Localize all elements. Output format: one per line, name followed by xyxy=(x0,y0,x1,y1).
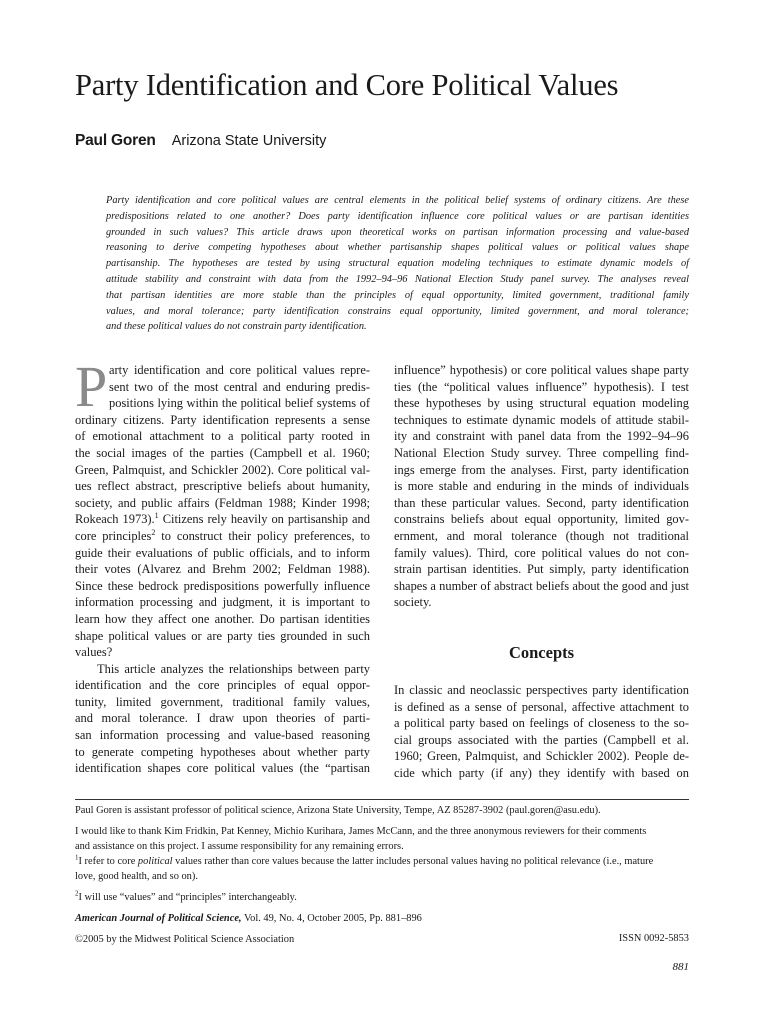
left-column xyxy=(75,362,370,777)
author-name: Paul Goren xyxy=(75,132,156,149)
body-line: Green, Palmquist, and Schickler 2002). Core political val- xyxy=(75,462,370,477)
citation-details: Vol. 49, No. 4, October 2005, Pp. 881–896 xyxy=(241,913,422,924)
footnote-number: 1 xyxy=(75,853,79,862)
byline xyxy=(75,132,326,150)
body-line: positions lying within the political belief systems of xyxy=(109,396,370,411)
body-line: and moral tolerance. I draw upon theories of parti- xyxy=(75,711,370,726)
body-line: arty identification and core political values repre- xyxy=(109,363,370,377)
footnote-text: political xyxy=(137,856,173,867)
body-line: ues reflect abstract, prescriptive beliefs about humanity, xyxy=(75,479,370,494)
body-line: ties (the “political values influence” hypothesis). I test xyxy=(394,379,689,394)
footnote-divider xyxy=(75,799,689,800)
body-line xyxy=(75,511,370,528)
abstract-line: Party identification and core political values are central elements in the political belief systems of ordinary citizens. Are these xyxy=(106,195,689,206)
body-line: values? xyxy=(75,645,113,660)
issn: ISSN 0092-5853 xyxy=(618,933,689,944)
body-line: ernment, and moral tolerance (though not traditional xyxy=(394,528,689,543)
body-line: society, and public affairs (Feldman 1988; Kinder 1998; xyxy=(75,495,370,510)
body-line: shape political values or are party ties grounded in such xyxy=(75,628,370,643)
body-line: family values). Third, core political values do not con- xyxy=(394,545,689,560)
footnote-text: I refer to core xyxy=(78,856,138,867)
author-affiliation: Arizona State University xyxy=(171,133,327,149)
footnote-1 xyxy=(75,855,689,884)
body-text: core principles xyxy=(75,528,152,543)
body-line: society. xyxy=(394,595,432,610)
body-line: information processing and judgment, it is important to xyxy=(75,595,370,610)
abstract-line: attitude stability and constraint with data from the 1992–94–96 National Election Study panel survey. The analyses reveal xyxy=(106,273,689,285)
abstract-line: and these political values do not constrain party identification. xyxy=(106,321,367,333)
body-line: Since these bedrock predispositions powerfully influence xyxy=(75,578,370,593)
body-line: shapes a number of abstract beliefs about the good and just xyxy=(394,578,689,593)
footnote-number: 2 xyxy=(75,889,79,898)
body-line: 1960; Green, Palmquist, and Schickler 2002). People de- xyxy=(394,749,689,764)
abstract-line: values, and moral tolerance; party identification constrains equal opportunity, limited government, and moral tolerance; xyxy=(106,305,689,317)
body-line: than these particular values. Second, party identification xyxy=(394,495,689,510)
body-line: influence” hypothesis) or core political values shape party xyxy=(394,363,689,377)
abstract-line: predispositions related to one another? Does party identification influence core political values or are partisan identities xyxy=(106,210,689,222)
ack-line: and assistance on this project. I assume responsibility for any remaining errors. xyxy=(75,840,404,852)
ack-line: I would like to thank Kim Fridkin, Pat Kenney, Michio Kurihara, James McCann, and the three anonymous reviewers for their comments xyxy=(75,826,647,837)
page-number: 881 xyxy=(672,961,689,973)
body-line: techniques to estimate dynamic models of attitude stabil- xyxy=(394,412,689,427)
abstract-line: reasoning to derive competing hypotheses about whether partisanship shapes political values or political values shape xyxy=(106,242,689,254)
body-line: to generate competing hypotheses about whether party xyxy=(75,744,370,759)
drop-cap: P xyxy=(75,354,108,419)
body-text: Citizens rely heavily on partisanship and xyxy=(158,512,370,527)
body-line: san information processing and value-based reasoning xyxy=(75,728,370,743)
journal-citation xyxy=(75,912,689,927)
body-text: Rokeach 1973). xyxy=(75,512,155,527)
body-line: tunity, limited government, traditional family values, xyxy=(75,694,370,709)
copyright: ©2005 by the Midwest Political Science Association xyxy=(75,934,295,945)
article-title: Party Identification and Core Political Values xyxy=(75,68,619,102)
body-line: sent two of the most central and enduring predis- xyxy=(109,379,370,394)
body-line: identification shapes core political values (the “partisan xyxy=(75,761,370,776)
footnote-text: I will use “values” and “principles” interchangeably. xyxy=(78,892,297,903)
abstract-line: that partisan identities are more stable than the principles of equal opportunity, limited government, traditional family xyxy=(106,289,689,301)
footnote-2 xyxy=(75,891,689,906)
body-line: of emotional attachment to a political party rooted in xyxy=(75,429,370,444)
body-line: cial groups associated with the parties (Campbell et al. xyxy=(394,732,689,747)
author-note: Paul Goren is assistant professor of political science, Arizona State University, Tempe, AZ 85287-3902 (paul.goren@asu.edu). xyxy=(75,805,601,816)
abstract xyxy=(106,193,689,335)
body-line: identification and the core principles of equal oppor- xyxy=(75,678,370,693)
body-line: the social images of the parties (Campbell et al. 1960; xyxy=(75,445,370,460)
body-line: strain partisan identities. Put simply, party identification xyxy=(394,562,689,577)
body-line: learn how they affect one another. Do partisan identities xyxy=(75,611,370,626)
body-line: ity and constraint with panel data from the 1992–94–96 xyxy=(394,429,689,444)
body-line: In classic and neoclassic perspectives party identification xyxy=(394,683,689,697)
concepts-text xyxy=(394,682,689,782)
body-line: constrains beliefs about equal opportunity, limited gov- xyxy=(394,512,689,527)
body-line: National Election Study survey. Three compelling find- xyxy=(394,445,689,460)
body-line: their votes (Alvarez and Brehm 2002; Feldman 1988). xyxy=(75,562,370,577)
section-heading: Concepts xyxy=(508,643,575,662)
footnote-text: love, good health, and so on). xyxy=(75,870,198,882)
body-line: a political party based on feelings of closeness to the so- xyxy=(394,716,689,731)
body-line: is defined as a sense of personal, affective attachment to xyxy=(394,699,689,714)
body-text: to construct their policy preferences, to xyxy=(155,528,371,543)
acknowledgments xyxy=(75,825,689,854)
right-column xyxy=(394,362,689,611)
abstract-line: partisanship. The hypotheses are tested by using structural equation modeling techniques to estimate dynamic models of xyxy=(106,258,689,270)
body-line: is more stable and enduring in the minds of individuals xyxy=(394,479,689,494)
journal-name: American Journal of Political Science, xyxy=(75,913,242,924)
body-line xyxy=(75,528,370,545)
body-line: ings emerge from the analyses. First, party identification xyxy=(394,462,689,477)
abstract-line: grounded in such values? This article draws upon theoretical works on partisan information processing and value-based xyxy=(106,226,689,238)
footnote-ref[interactable]: 1 xyxy=(154,511,159,521)
body-line: guide their evaluations of public officials, and to inform xyxy=(75,545,370,560)
footnote-text: values rather than core values because the latter includes personal values having no political relevance (i.e., mature xyxy=(172,856,654,867)
footnote-ref[interactable]: 2 xyxy=(151,527,156,537)
body-line: This article analyzes the relationships between party xyxy=(97,661,370,676)
body-line: these hypotheses by using structural equation modeling xyxy=(394,396,689,411)
body-line: ordinary citizens. Party identification represents a sense xyxy=(75,412,370,427)
body-line: cide which party (if any) they identify with based on xyxy=(394,765,689,780)
